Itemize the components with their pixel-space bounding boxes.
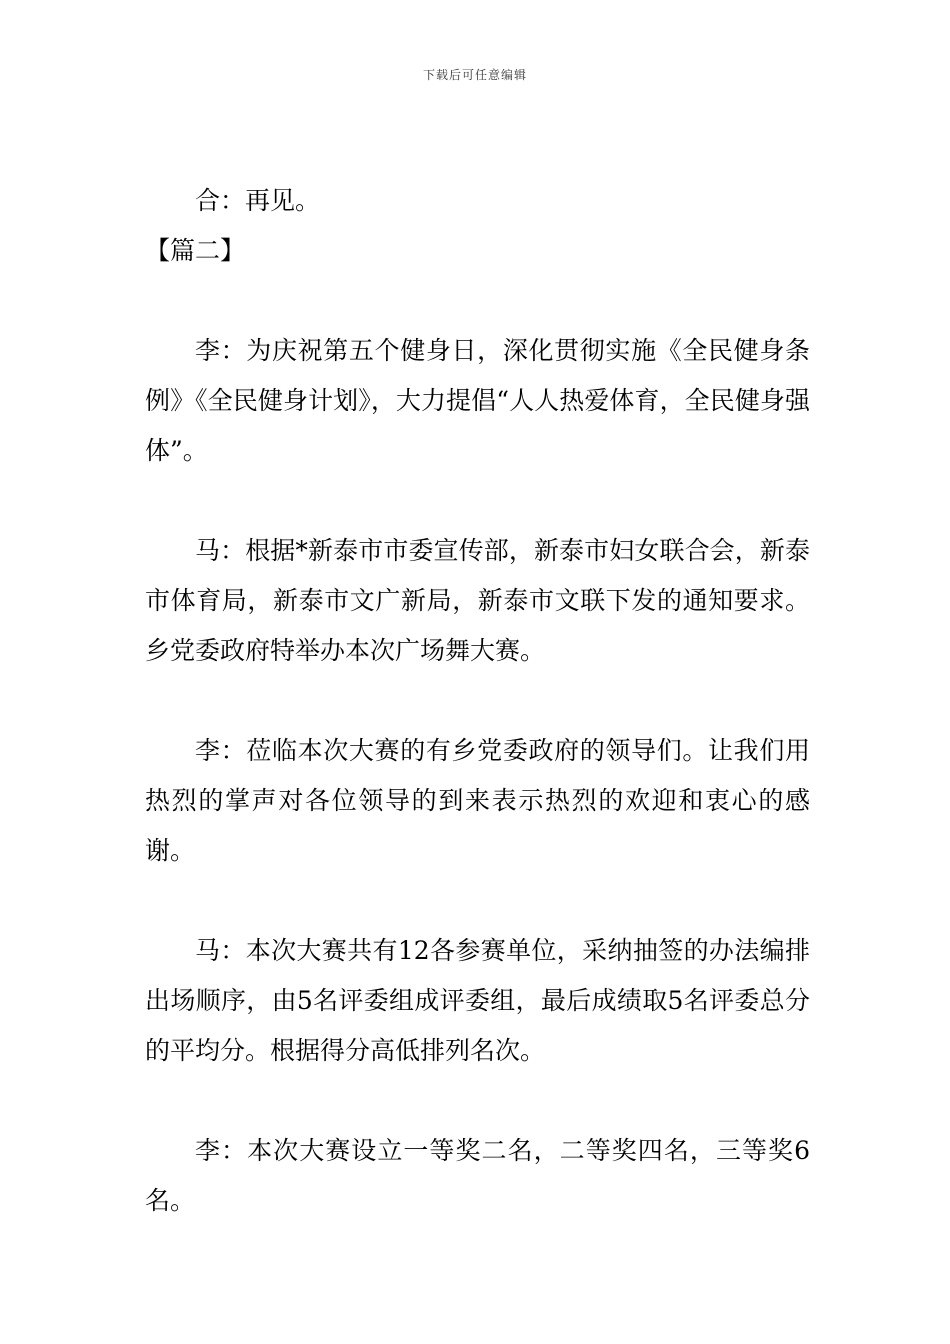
section-heading: 【篇二】 (145, 236, 246, 265)
document-body (145, 176, 810, 1226)
paragraph-4: 马：本次大赛共有12各参赛单位，采纳抽签的办法编排出场顺序，由5名评委组成评委组，最后成绩取5名评委总分的平均分。根据得分高低排列名次。 (145, 936, 810, 1065)
closing-line: 合：再见。 (195, 186, 321, 215)
paragraph-1: 李：为庆祝第五个健身日，深化贯彻实施《全民健身条例》《全民健身计划》，大力提倡“人人热爱体育，全民健身强体”。 (145, 336, 810, 465)
paragraph-3: 李：莅临本次大赛的有乡党委政府的领导们。让我们用热烈的掌声对各位领导的到来表示热烈的欢迎和衷心的感谢。 (145, 736, 810, 865)
header-note: 下载后可任意编辑 (422, 68, 527, 82)
paragraph-2: 马：根据*新泰市市委宣传部，新泰市妇女联合会，新泰市体育局，新泰市文广新局，新泰市文联下发的通知要求。乡党委政府特举办本次广场舞大赛。 (145, 536, 810, 665)
paragraph-5: 李：本次大赛设立一等奖二名，二等奖四名，三等奖6名。 (145, 1136, 810, 1215)
